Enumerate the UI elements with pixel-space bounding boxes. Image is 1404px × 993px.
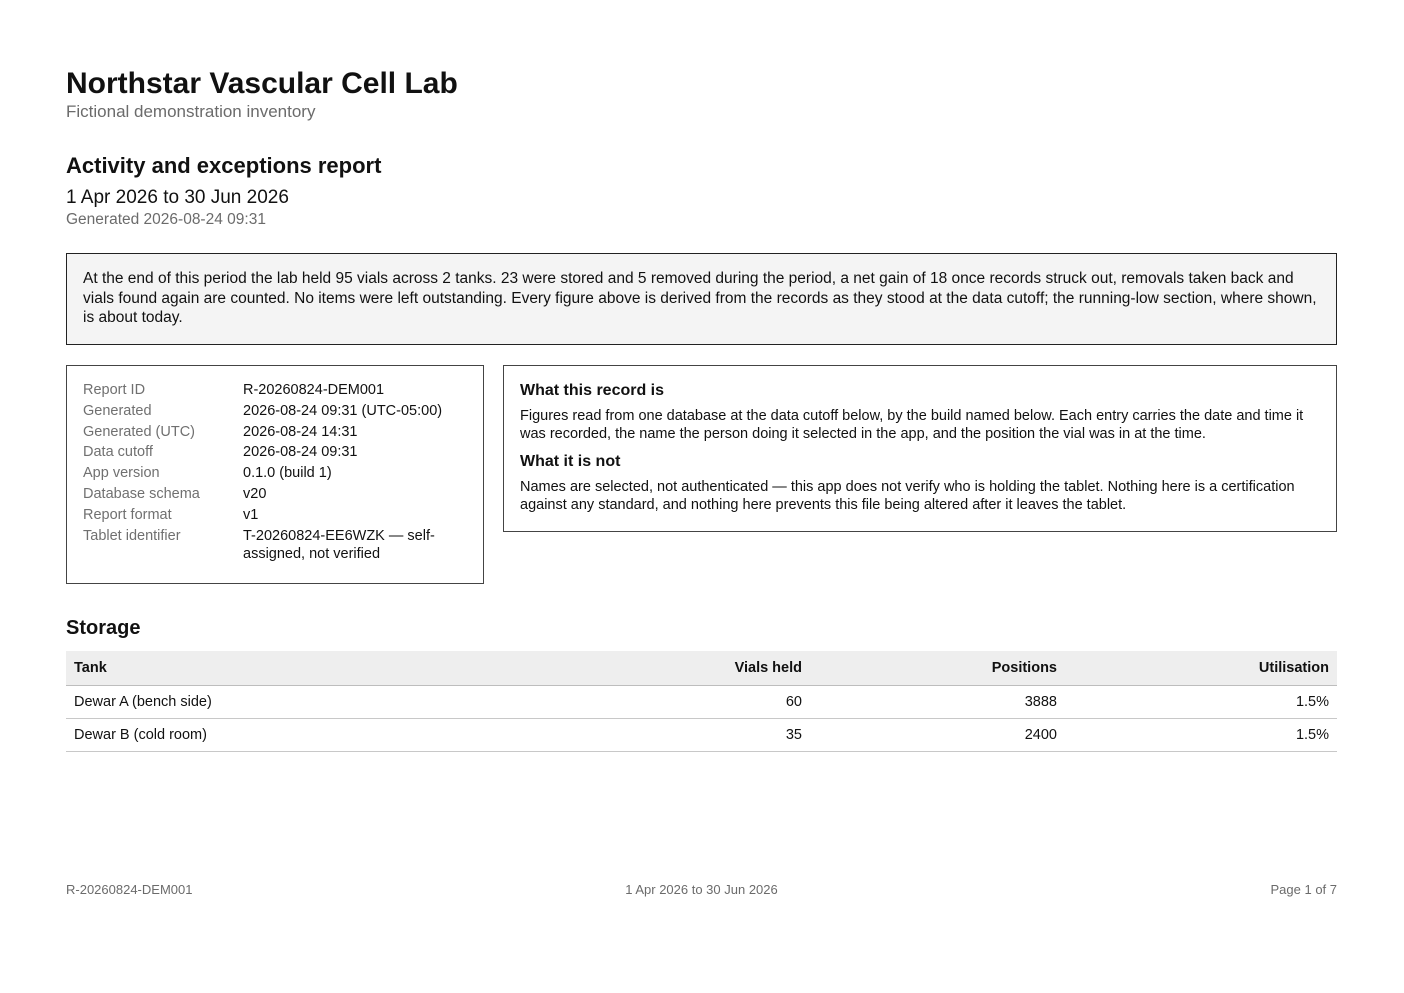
table-header-row bbox=[66, 651, 1337, 686]
record-is-text: Figures read from one database at the data cutoff below, by the build named below. Each entry carries the date and time it was recorded, the name the person doing it selected in the app, and the position the vial was in at the time. bbox=[520, 408, 1304, 442]
summary-box: At the end of this period the lab held 95 vials across 2 tanks. 23 were stored and 5 removed during the period, a net gain of 18 once records struck out, removals taken back and vials found again are counted. No items were left outstanding. Every figure above is derived from the records as they stood at the data cutoff; the running-low section, where shown, is about today. bbox=[66, 253, 1337, 345]
table-row bbox=[66, 719, 1337, 752]
metadata-value: 0.1.0 (build 1) bbox=[243, 465, 332, 482]
footer-page-number: Page 1 of 7 bbox=[1270, 882, 1337, 897]
metadata-label: Tablet identifier bbox=[83, 527, 181, 544]
utilisation-cell: 1.5% bbox=[1065, 719, 1337, 752]
record-info-panel bbox=[503, 365, 1337, 532]
metadata-label: Generated bbox=[83, 402, 152, 419]
metadata-row bbox=[83, 402, 467, 420]
metadata-label: Report ID bbox=[83, 382, 146, 398]
metadata-label: Generated (UTC) bbox=[83, 423, 196, 440]
metadata-value: 2026-08-24 09:31 (UTC-05:00) bbox=[243, 402, 443, 419]
utilisation-cell: 1.5% bbox=[1065, 686, 1337, 719]
tank-name-cell: Dewar B (cold room) bbox=[66, 719, 554, 752]
report-title: Activity and exceptions report bbox=[66, 153, 382, 178]
metadata-label: Report format bbox=[83, 506, 172, 523]
metadata-row bbox=[83, 527, 467, 563]
metadata-panel bbox=[66, 365, 484, 584]
storage-table bbox=[66, 651, 1337, 752]
storage-heading: Storage bbox=[66, 617, 141, 639]
vials-held-cell: 35 bbox=[554, 719, 810, 752]
metadata-label: Data cutoff bbox=[83, 444, 153, 461]
column-header-positions: Positions bbox=[810, 651, 1065, 686]
metadata-value: 2026-08-24 14:31 bbox=[243, 423, 358, 440]
column-header-tank: Tank bbox=[66, 651, 554, 686]
footer-period: 1 Apr 2026 to 30 Jun 2026 bbox=[625, 882, 778, 897]
column-header-utilisation: Utilisation bbox=[1065, 651, 1337, 686]
column-header-vials-held: Vials held bbox=[554, 651, 810, 686]
metadata-value: v20 bbox=[243, 485, 267, 502]
metadata-label: Database schema bbox=[83, 485, 200, 502]
lab-name: Northstar Vascular Cell Lab bbox=[66, 67, 458, 100]
metadata-row bbox=[83, 464, 467, 482]
positions-cell: 3888 bbox=[810, 686, 1065, 719]
metadata-row bbox=[83, 423, 467, 441]
metadata-row bbox=[83, 381, 467, 399]
record-not-text: Names are selected, not authenticated — this app does not verify who is holding the tablet. Nothing here is a certification against any standard, and nothing here prevents this file being altered after it leaves the tablet. bbox=[520, 479, 1295, 513]
metadata-row bbox=[83, 506, 467, 524]
footer-report-id: R-20260824-DEM001 bbox=[66, 882, 193, 897]
metadata-value: R-20260824-DEM001 bbox=[243, 382, 385, 398]
table-row bbox=[66, 686, 1337, 719]
vials-held-cell: 60 bbox=[554, 686, 810, 719]
metadata-label: App version bbox=[83, 465, 160, 482]
metadata-value: 2026-08-24 09:31 bbox=[243, 444, 358, 461]
metadata-value: T-20260824-EE6WZK — self-assigned, not verified bbox=[243, 527, 435, 562]
positions-cell: 2400 bbox=[810, 719, 1065, 752]
metadata-row bbox=[83, 443, 467, 461]
metadata-row bbox=[83, 485, 467, 503]
report-period: 1 Apr 2026 to 30 Jun 2026 bbox=[66, 187, 289, 208]
tank-name-cell: Dewar A (bench side) bbox=[66, 686, 554, 719]
generated-timestamp: Generated 2026-08-24 09:31 bbox=[66, 211, 266, 228]
metadata-value: v1 bbox=[243, 506, 259, 523]
lab-subtitle: Fictional demonstration inventory bbox=[66, 102, 316, 121]
page-footer bbox=[66, 882, 1337, 900]
record-not-heading: What it is not bbox=[520, 453, 621, 470]
record-is-heading: What this record is bbox=[520, 382, 665, 399]
